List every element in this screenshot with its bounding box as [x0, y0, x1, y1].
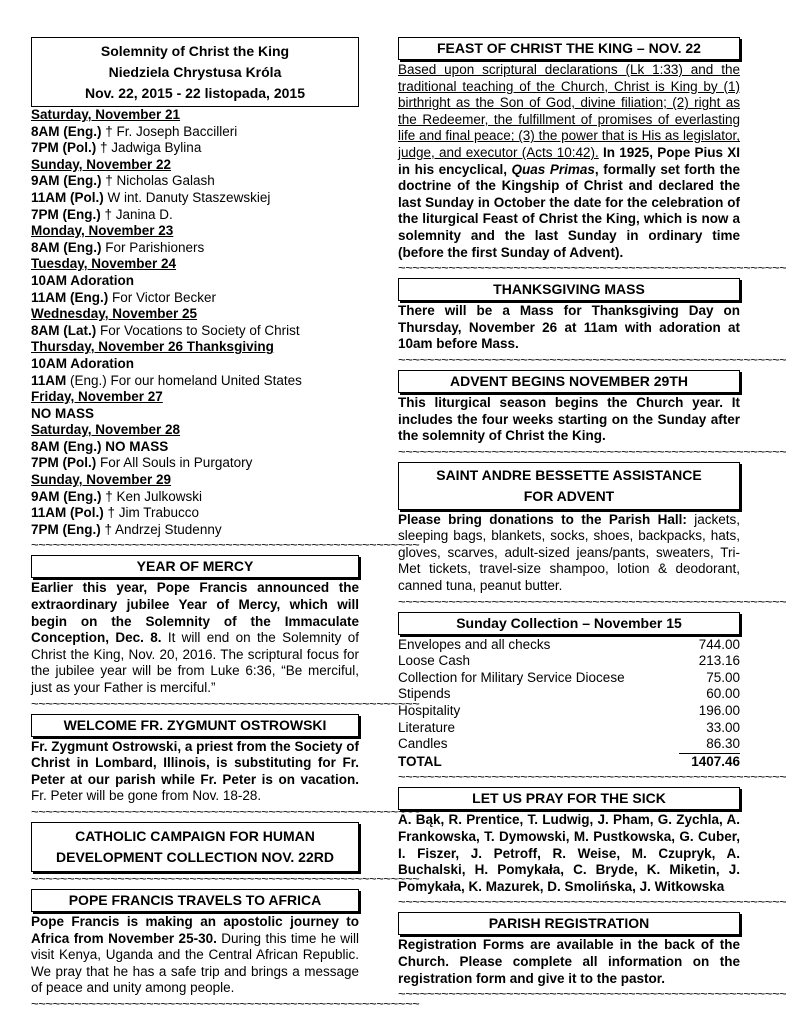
- collection-total-row: [398, 753, 740, 770]
- collection-row: [398, 637, 740, 654]
- schedule-day-label: Sunday, November 22: [31, 156, 172, 172]
- welcome-bold: Fr. Zygmunt Ostrowski, a priest from the Society of Christ in Lombard, Illinois, is substituting for Fr. Peter at our parish while Fr. Peter is on vacation.: [31, 738, 359, 787]
- collection-total-amount: 1407.46: [691, 753, 740, 769]
- collection-row: [398, 670, 740, 687]
- welcome-title: WELCOME FR. ZYGMUNT OSTROWSKI: [31, 714, 359, 737]
- schedule-entry: [31, 373, 359, 390]
- collection-label: Stipends: [398, 686, 451, 702]
- schedule-intention: † Jadwiga Bylina: [96, 140, 202, 156]
- schedule-title-line: Niedziela Chrystusa Króla: [108, 64, 282, 80]
- africa-bold: Pope Francis is making an apostolic journey to Africa from November 25-30.: [31, 913, 359, 946]
- collection-amount: 86.30: [679, 736, 740, 753]
- collection-label: Candles: [398, 736, 448, 752]
- africa-title: POPE FRANCIS TRAVELS TO AFRICA: [31, 889, 359, 912]
- separator: ~~~~~~~~~~~~~~~~~~~~~~~~~~~~~~~~~~~~~~~~~~~~~~~~~~~~~~: [398, 769, 786, 785]
- schedule-entry: [31, 140, 359, 157]
- bessette-title-line: FOR ADVENT: [523, 487, 615, 504]
- schedule-entry: [31, 190, 359, 207]
- registration-text: Registration Forms are available in the back of the Church. Please complete all information on the registration form and give it to the pastor.: [398, 937, 740, 986]
- schedule-time: 11AM (Pol.): [31, 189, 104, 205]
- schedule-time: 11AM: [31, 372, 67, 388]
- schedule-day-label: Tuesday, November 24: [31, 256, 177, 272]
- schedule-intention: † Ken Julkowski: [101, 488, 203, 504]
- schedule-day: [31, 472, 359, 489]
- bessette-title-line: SAINT ANDRE BESSETTE ASSISTANCE: [436, 466, 702, 483]
- schedule-time: 7PM (Eng.): [31, 521, 101, 537]
- schedule-day: [31, 339, 359, 356]
- schedule-day-label: Saturday, November 21: [31, 107, 181, 122]
- campaign-title-line: CATHOLIC CAMPAIGN FOR HUMAN: [75, 827, 315, 844]
- collection-row: [398, 720, 740, 737]
- collection-label: Collection for Military Service Diocese: [398, 669, 625, 685]
- schedule-entry: [31, 406, 359, 423]
- collection-label: Envelopes and all checks: [398, 636, 551, 652]
- schedule-entry: [31, 207, 359, 224]
- separator: ~~~~~~~~~~~~~~~~~~~~~~~~~~~~~~~~~~~~~~~~~~~~~~~~~~~~~~: [398, 986, 786, 1002]
- schedule-entry: [31, 173, 359, 190]
- bessette-text: [398, 512, 740, 595]
- schedule-day-label: Saturday, November 28: [31, 422, 181, 438]
- feast-bold-2: , formally set forth the doctrine of the Kingship of Christ and declared the last Sunday in October the date for the celebration of the liturgical Feast of Christ the King, which is now a solemnity and the last Sunday in ordinary time (before the first Sunday of Advent).: [398, 161, 740, 260]
- schedule-day-label: Wednesday, November 25: [31, 306, 198, 322]
- schedule-intention: (Eng.) For our homeland United States: [66, 372, 302, 388]
- schedule-entry: [31, 323, 359, 340]
- campaign-title-line: DEVELOPMENT COLLECTION NOV. 22RD: [56, 848, 334, 865]
- collection-row: [398, 686, 740, 703]
- schedule-time: 7PM (Pol.): [31, 455, 97, 471]
- schedule-entry: [31, 240, 359, 257]
- feast-bold-1: In 1925, Pope Pius XI in his encyclical,: [398, 144, 740, 177]
- collection-amount: 33.00: [706, 719, 740, 735]
- schedule-entry: [31, 356, 359, 373]
- schedule-entry: [31, 439, 359, 456]
- schedule-time: 10AM Adoration: [31, 355, 135, 371]
- schedule-time: 7PM (Eng.): [31, 206, 101, 222]
- schedule-time: 9AM (Eng.): [31, 488, 102, 504]
- schedule-time: 8AM (Eng.): [31, 123, 102, 139]
- schedule-day: [31, 422, 359, 439]
- schedule-time: 8AM (Eng.): [31, 239, 102, 255]
- year-of-mercy-rest: It will end on the Solemnity of Christ the King, Nov. 20, 2016. The scriptural focus for the jubilee year will be from Luke 6:36, “Be merciful, just as your Father is merciful.”: [31, 630, 359, 695]
- advent-title: ADVENT BEGINS NOVEMBER 29TH: [398, 370, 740, 393]
- schedule-intention: † Fr. Joseph Baccilleri: [101, 123, 238, 139]
- collection-amount: 75.00: [706, 669, 740, 685]
- collection-amount: 213.16: [698, 653, 740, 669]
- year-of-mercy-title: YEAR OF MERCY: [31, 555, 359, 578]
- schedule-title-line: Solemnity of Christ the King: [100, 43, 290, 59]
- schedule-intention: † Andrzej Studenny: [100, 521, 222, 537]
- schedule-entry: [31, 522, 359, 539]
- schedule-entry: [31, 124, 359, 141]
- schedule-intention: For Parishioners: [101, 239, 205, 255]
- separator: ~~~~~~~~~~~~~~~~~~~~~~~~~~~~~~~~~~~~~~~~~~~~~~~~~~~~~~: [398, 443, 786, 459]
- feast-underlined: Based upon scriptural declarations (Lk 1:33) and the traditional teaching of the Church, Christ is King by (1) birthright as the Son of God, divine filiation; (2) right as the Redeemer, the fulfillment of promises of everlasting life and final peace; (3) the power that is His as legislator, judge, and executor (Acts 10:42).: [398, 62, 740, 160]
- advent-text: This liturgical season begins the Church year. It includes the four weeks starting on the Sunday after the solemnity of Christ the King.: [398, 394, 740, 444]
- africa-text: [31, 914, 359, 997]
- schedule-entry: [31, 455, 359, 472]
- schedule-intention: † Janina D.: [100, 206, 173, 222]
- schedule-day: [31, 389, 359, 406]
- separator: ~~~~~~~~~~~~~~~~~~~~~~~~~~~~~~~~~~~~~~~~~~~~~~~~~~~~~~: [398, 351, 786, 367]
- schedule-intention: W int. Danuty Staszewskiej: [103, 189, 271, 205]
- campaign-title: [31, 822, 359, 872]
- schedule-day: [31, 256, 359, 273]
- separator: ~~~~~~~~~~~~~~~~~~~~~~~~~~~~~~~~~~~~~~~~~~~~~~~~~~~~~~: [31, 803, 420, 819]
- schedule-entry: [31, 273, 359, 290]
- schedule-day-label: Friday, November 27: [31, 389, 163, 405]
- separator: ~~~~~~~~~~~~~~~~~~~~~~~~~~~~~~~~~~~~~~~~~~~~~~~~~~~~~~: [31, 695, 420, 711]
- separator: ~~~~~~~~~~~~~~~~~~~~~~~~~~~~~~~~~~~~~~~~~~~~~~~~~~~~~~: [398, 894, 786, 910]
- thanksgiving-title: THANKSGIVING MASS: [398, 278, 740, 301]
- registration-title: PARISH REGISTRATION: [398, 912, 740, 935]
- schedule-entry: [31, 505, 359, 522]
- schedule-day: [31, 157, 359, 174]
- schedule-day-label: Sunday, November 29: [31, 472, 172, 488]
- separator: ~~~~~~~~~~~~~~~~~~~~~~~~~~~~~~~~~~~~~~~~~~~~~~~~~~~~~~: [398, 260, 786, 276]
- sick-title: LET US PRAY FOR THE SICK: [398, 787, 740, 810]
- welcome-text: [31, 739, 359, 805]
- collection-row: [398, 653, 740, 670]
- collection-table: [398, 637, 740, 771]
- schedule-time: 7PM (Pol.): [31, 140, 97, 156]
- schedule-day: [31, 107, 359, 124]
- schedule-time: 11AM (Pol.): [31, 505, 104, 521]
- schedule-time: 9AM (Eng.): [31, 173, 102, 189]
- schedule-entry: [31, 489, 359, 506]
- schedule-intention: † Nicholas Galash: [101, 173, 215, 189]
- year-of-mercy-bold: Earlier this year, Pope Francis announced the extraordinary jubilee Year of Mercy, which will begin on the Solemnity of the Immaculate Conception, Dec. 8.: [31, 580, 359, 646]
- schedule-intention: For Vocations to Society of Christ: [96, 322, 300, 338]
- schedule-entry: [31, 290, 359, 307]
- africa-rest: During this time he will visit Kenya, Uganda and the Central African Republic. We pray that he has a safe trip and brings a message of peace and unity among people.: [31, 930, 359, 996]
- bessette-rest: jackets, sleeping bags, blankets, socks, shoes, backpacks, hats, gloves, scarves, adult-sized jeans/pants, sweaters, Tri-Met tickets, travel-size shampoo, lotion & deodorant, canned tuna, peanut butter.: [398, 511, 740, 594]
- collection-total-label: TOTAL: [398, 753, 442, 769]
- schedule-time: 8AM (Lat.): [31, 322, 97, 338]
- mass-schedule: [31, 107, 359, 538]
- schedule-intention: For All Souls in Purgatory: [96, 455, 253, 471]
- right-column: [398, 37, 786, 1002]
- schedule-day: [31, 223, 359, 240]
- schedule-time: 10AM Adoration: [31, 272, 135, 288]
- collection-amount: 196.00: [698, 703, 740, 719]
- thanksgiving-text: There will be a Mass for Thanksgiving Day on Thursday, November 26 at 11am with adoration at 10am before Mass.: [398, 303, 740, 352]
- schedule-time: 8AM (Eng.) NO MASS: [31, 438, 169, 454]
- collection-title: Sunday Collection – November 15: [398, 612, 740, 635]
- collection-amount: 744.00: [698, 636, 740, 652]
- schedule-title-line: Nov. 22, 2015 - 22 listopada, 2015: [85, 85, 305, 101]
- feast-title: FEAST OF CHRIST THE KING – NOV. 22: [398, 37, 740, 60]
- bessette-bold: Please bring donations to the Parish Hall:: [398, 511, 687, 527]
- separator: ~~~~~~~~~~~~~~~~~~~~~~~~~~~~~~~~~~~~~~~~~~~~~~~~~~~~~~: [398, 593, 786, 609]
- schedule-time: NO MASS: [31, 405, 95, 421]
- bessette-title: [398, 462, 740, 510]
- collection-row: [398, 703, 740, 720]
- collection-row: [398, 736, 740, 753]
- year-of-mercy-text: [31, 580, 359, 696]
- schedule-time: 11AM (Eng.): [31, 289, 109, 305]
- separator: ~~~~~~~~~~~~~~~~~~~~~~~~~~~~~~~~~~~~~~~~~~~~~~~~~~~~~~: [31, 537, 420, 553]
- schedule-day: [31, 306, 359, 323]
- schedule-day-label: Thursday, November 26 Thanksgiving: [31, 339, 274, 355]
- collection-label: Loose Cash: [398, 653, 471, 669]
- sick-list: A. Bąk, R. Prentice, T. Ludwig, J. Pham, G. Zychla, A. Frankowska, T. Dymowski, M. Pustkowska, G. Cuber, I. Fiszer, J. Petroff, R. Weise, M. Czupryk, A. Buchalski, H. Pomykała, C. Bryde, K. Miketin, J. Pomykała, K. Mazurek, D. Smolińska, J. Witkowska: [398, 812, 740, 894]
- collection-amount: 60.00: [706, 686, 740, 702]
- feast-encyclical: Quas Primas: [511, 161, 595, 177]
- collection-label: Literature: [398, 719, 456, 735]
- schedule-intention: For Victor Becker: [108, 289, 217, 305]
- schedule-day-label: Monday, November 23: [31, 223, 174, 239]
- separator: ~~~~~~~~~~~~~~~~~~~~~~~~~~~~~~~~~~~~~~~~~~~~~~~~~~~~~~: [31, 995, 420, 1011]
- welcome-rest: Fr. Peter will be gone from Nov. 18-28.: [31, 788, 262, 804]
- schedule-title-box: [31, 37, 359, 107]
- schedule-intention: † Jim Trabucco: [103, 505, 200, 521]
- feast-text: [398, 62, 740, 261]
- separator: ~~~~~~~~~~~~~~~~~~~~~~~~~~~~~~~~~~~~~~~~~~~~~~~~~~~~~~: [31, 870, 420, 886]
- collection-label: Hospitality: [398, 703, 461, 719]
